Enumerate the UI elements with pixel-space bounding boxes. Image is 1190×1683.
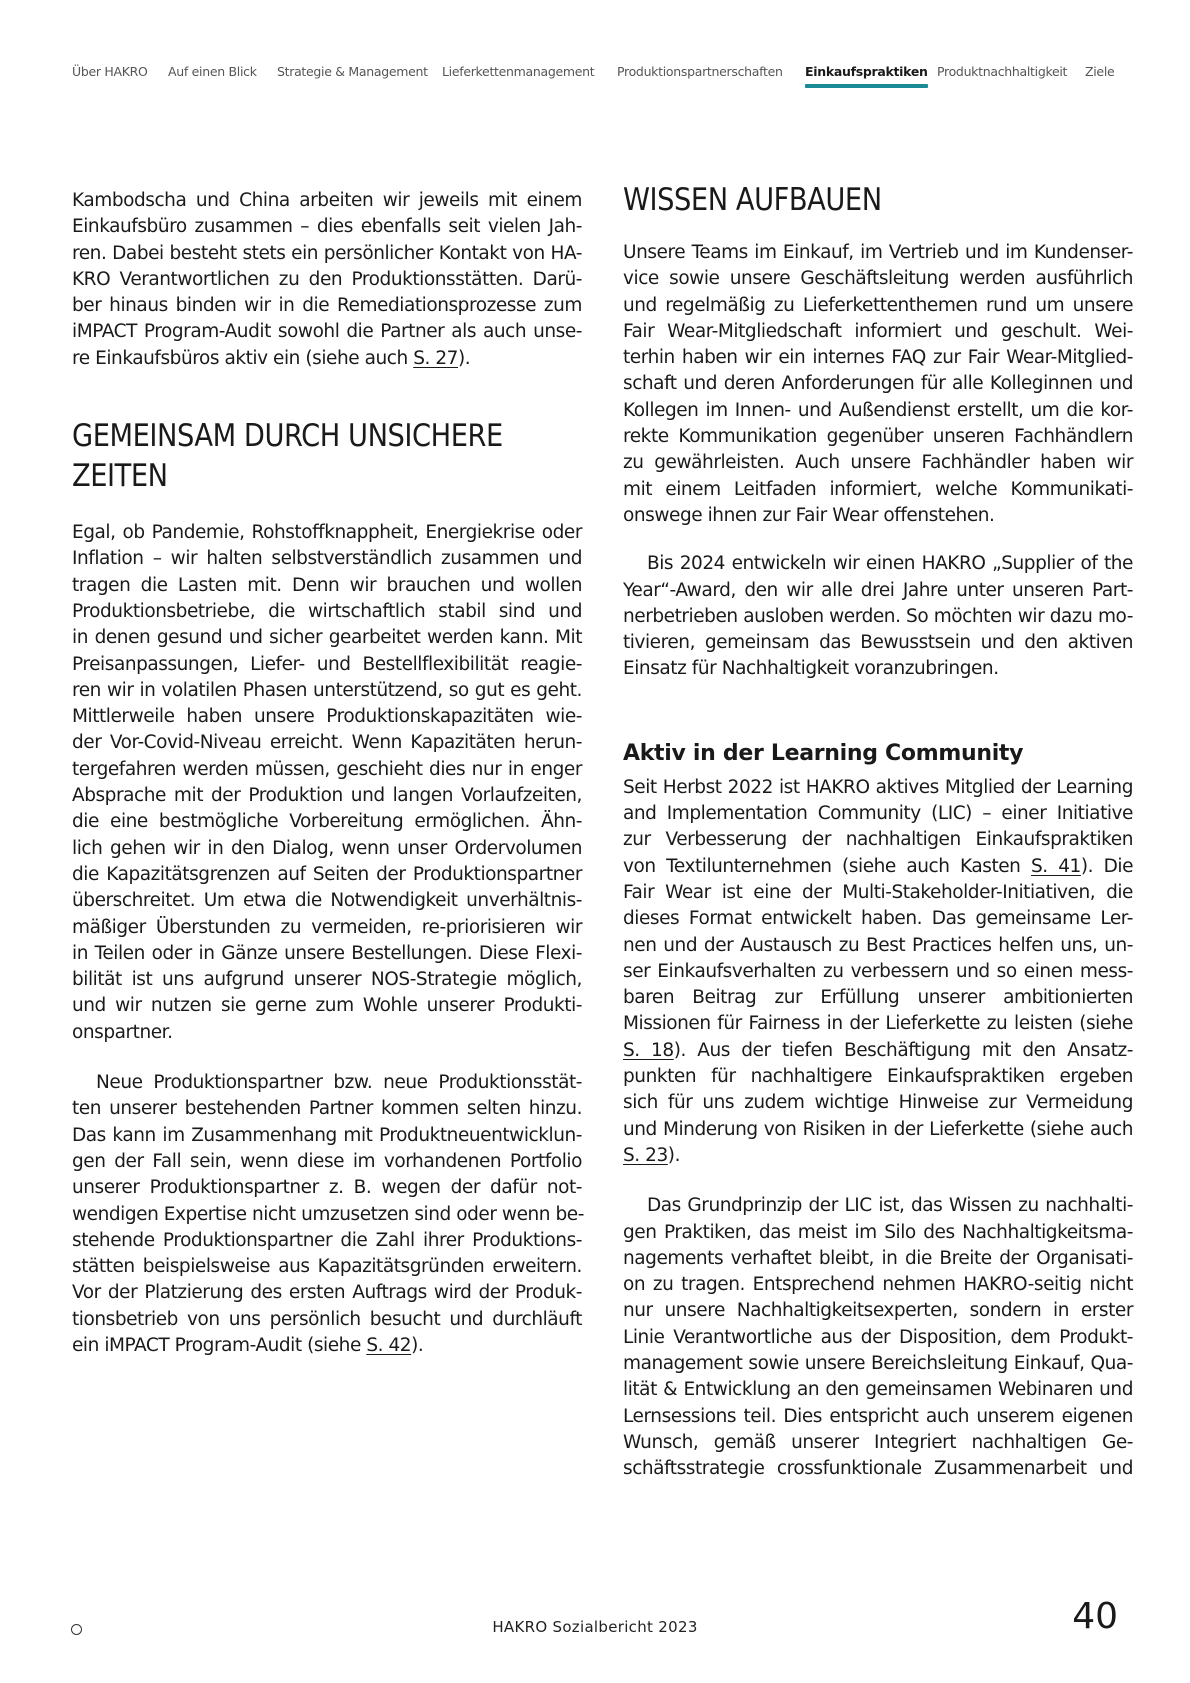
text-line: Kambodscha und China arbeiten wir jeweils mit einem <box>72 190 582 211</box>
text: ). <box>411 1334 424 1356</box>
text-line: on zu tragen. Entsprechend nehmen HAKRO-seitig nicht <box>623 1274 1133 1296</box>
text-line: tergefahren werden müssen, geschieht dies nur in enger <box>72 758 582 780</box>
left-column <box>72 188 582 1359</box>
text-line: Fair Wear-Mitgliedschaft informiert und geschult. Wei- <box>623 320 1133 342</box>
text-line: Bis 2024 entwickeln wir einen HAKRO „Supplier of the <box>647 553 1133 575</box>
page-link-18[interactable]: S. 18 <box>623 1039 674 1061</box>
text-line: ren wir in volatilen Phasen unterstützend, so gut es geht. <box>72 679 582 701</box>
text-line: and Implementation Community (LIC) – einer Initiative <box>623 803 1133 825</box>
nav-item-produktionspartnerschaften[interactable]: Produktionspartnerschaften <box>617 64 783 79</box>
text-line: Absprache mit der Produktion und langen Vorlaufzeiten, <box>72 785 582 807</box>
text-line: nen und der Austausch zu Best Practices helfen uns, un- <box>623 934 1133 956</box>
paragraph-neue-partner <box>72 1070 582 1333</box>
text-line: iMPACT Program-Audit sowohl die Partner als auch unse- <box>72 321 582 343</box>
text-line: die Kapazitätsgrenzen auf Seiten der Produktionspartner <box>72 863 582 885</box>
section-heading-gemeinsam: GEMEINSAM DURCH UNSICHERE <box>72 418 503 455</box>
text: ). <box>667 1144 680 1166</box>
text: ). <box>457 347 471 369</box>
lic-ref41-line <box>623 854 1133 880</box>
text-line: sich für uns zudem wichtige Hinweise zur Vermeidung <box>623 1092 1133 1114</box>
text-line: vice sowie unsere Geschäftsleitung werden ausführlich <box>623 268 1133 290</box>
text: ein iMPACT Program-Audit (siehe <box>72 1334 367 1356</box>
paragraph-teams <box>623 240 1133 529</box>
text-line: mäßiger Überstunden zu vermeiden, re-priorisieren wir <box>72 916 582 938</box>
page-link-27[interactable]: S. 27 <box>413 347 458 369</box>
page-link-23[interactable]: S. 23 <box>623 1144 668 1166</box>
section-heading-gemeinsam-line2: ZEITEN <box>72 458 168 495</box>
text-line: baren Beitrag zur Erfüllung unserer ambitionierten <box>623 987 1133 1009</box>
text-line: zu gewährleisten. Auch unsere Fachhändler haben wir <box>623 452 1133 474</box>
text-line: die eine bestmögliche Vorbereitung ermöglichen. Ähn- <box>72 811 582 833</box>
text-line: Preisanpassungen, Liefer- und Bestellflexibilität reagie- <box>72 653 582 675</box>
text-line: wendigen Expertise nicht umzusetzen sind oder wenn be- <box>72 1203 584 1225</box>
text-line: Lernsessions teil. Dies entspricht auch unserem eigenen <box>623 1405 1133 1427</box>
text-line: schäftsstrategie crossfunktionale Zusammenarbeit und <box>623 1458 1133 1480</box>
nav-item-lieferkettenmanagement[interactable]: Lieferkettenmanagement <box>442 64 595 79</box>
text-line: Inflation – wir halten selbstverständlich zusammen und <box>72 548 582 570</box>
text-line: ber hinaus binden wir in die Remediationsprozesse zum <box>72 295 582 317</box>
text-line: tivieren, gemeinsam das Bewusstsein und den aktiven <box>623 632 1133 654</box>
text-line: zur Verbesserung der nachhaltigen Einkaufspraktiken <box>623 829 1133 851</box>
text-line: Missionen für Fairness in der Lieferkette zu leisten (siehe <box>623 1013 1133 1035</box>
lic-ref23-line <box>623 1143 1133 1169</box>
nav-item-ziele[interactable]: Ziele <box>1085 64 1115 79</box>
text-line: Egal, ob Pandemie, Rohstoffknappheit, Energiekrise oder <box>72 522 582 544</box>
paragraph-lic-cont2 <box>623 1064 1133 1143</box>
text: re Einkaufsbüros aktiv ein (siehe auch <box>72 347 414 369</box>
paragraph-grundprinzip <box>623 1193 1133 1482</box>
intro-last-line <box>72 346 582 372</box>
text-line: ten unserer bestehenden Partner kommen selten hinzu. <box>72 1098 582 1120</box>
text-line: Wunsch, gemäß unserer Integriert nachhaltigen Ge- <box>623 1431 1133 1453</box>
text-line: Vor der Platzierung des ersten Auftrags wird der Produk- <box>72 1282 582 1304</box>
top-navigation <box>72 64 1118 94</box>
text-line: und regelmäßig zu Lieferkettenthemen rund um unsere <box>623 294 1133 316</box>
text-line: ren. Dabei besteht stets ein persönlicher Kontakt von HA- <box>72 242 582 264</box>
text: von Textilunternehmen (siehe auch Kasten <box>623 855 1031 877</box>
text-line: gen Praktiken, das meist im Silo des Nachhaltigkeitsma- <box>623 1221 1133 1243</box>
page-link-41[interactable]: S. 41 <box>1030 855 1081 877</box>
text-line: mit einem Leitfaden informiert, welche Kommunikati- <box>623 478 1133 500</box>
text-line: Neue Produktionspartner bzw. neue Produktionsstät- <box>96 1072 582 1094</box>
text-line: nagements verhaftet bleibt, in die Breite der Organisati- <box>623 1247 1133 1269</box>
text-line: nerbetrieben ausloben werden. So möchten wir dazu mo- <box>623 605 1133 627</box>
text-line: Year“-Award, den wir alle drei Jahre unter unseren Part- <box>623 579 1133 601</box>
text-line: Einkaufsbüro zusammen – dies ebenfalls seit vielen Jah- <box>72 216 582 238</box>
text-line: und Minderung von Risiken in der Lieferkette (siehe auch <box>623 1118 1133 1140</box>
paragraph-lic <box>623 775 1133 854</box>
text-line: tionsbetrieb von uns persönlich besucht und durchläuft <box>72 1308 582 1330</box>
text-line: stehende Produktionspartner die Zahl ihrer Produktions- <box>72 1229 582 1251</box>
text-line: nur unsere Nachhaltigkeitsexperten, sondern in erster <box>623 1300 1133 1322</box>
paragraph-pandemie <box>72 520 582 1046</box>
text-line: Fair Wear ist eine der Multi-Stakeholder-Initiativen, die <box>623 881 1133 903</box>
text-line: onspartner. <box>72 1021 173 1043</box>
text-line: management sowie unsere Bereichsleitung Einkauf, Qua- <box>623 1352 1133 1374</box>
active-tab-underline <box>805 84 928 88</box>
text-line: onswege ihnen zur Fair Wear offenstehen. <box>623 504 995 526</box>
text-line: Das kann im Zusammenhang mit Produktneuentwicklun- <box>72 1124 582 1146</box>
text-line: dieses Format entwickelt haben. Das gemeinsame Ler- <box>623 908 1133 930</box>
text-line: unserer Produktionspartner z. B. wegen der dafür not- <box>72 1177 582 1199</box>
text-line: gen der Fall sein, wenn diese im vorhandenen Portfolio <box>72 1150 582 1172</box>
text-line: und wir nutzen sie gerne zum Wohle unserer Produkti- <box>72 995 582 1017</box>
text-line: schaft und deren Anforderungen für alle Kolleginnen und <box>623 373 1133 395</box>
paragraph-neue-partner-last-line <box>72 1333 582 1359</box>
nav-item-strategie-management[interactable]: Strategie & Management <box>277 64 428 79</box>
text-line: in Teilen oder in Gänze unsere Bestellungen. Diese Flexi- <box>72 942 582 964</box>
paragraph-supplier-award <box>623 551 1133 682</box>
text-line: lich gehen wir in den Dialog, wenn unser Ordervolumen <box>72 837 582 859</box>
text-line: Seit Herbst 2022 ist HAKRO aktives Mitglied der Learning <box>623 776 1133 798</box>
nav-item-produktnachhaltigkeit[interactable]: Produktnachhaltigkeit <box>937 64 1068 79</box>
text: ). Die <box>1080 855 1134 877</box>
text-line: Produktionsbetriebe, die wirtschaftlich stabil sind und <box>72 600 582 622</box>
text-line: KRO Verantwortlichen zu den Produktionsstätten. Darü- <box>72 268 582 290</box>
intro-paragraph <box>72 188 582 346</box>
text-line: Linie Verantwortliche aus der Disposition, dem Produkt- <box>623 1326 1133 1348</box>
subheading-learning-community: Aktiv in der Learning Community <box>623 740 1024 766</box>
paragraph-lic-cont <box>623 880 1133 1038</box>
text-line: ser Einkaufsverhalten zu verbessern und so einen mess- <box>623 960 1133 982</box>
text: ). Aus der tiefen Beschäftigung mit den Ansatz- <box>673 1039 1134 1061</box>
text-line: Das Grundprinzip der LIC ist, das Wissen zu nachhalti- <box>647 1195 1133 1217</box>
lic-ref18-line <box>623 1038 1133 1064</box>
text-line: rekte Kommunikation gegenüber unseren Fachhändlern <box>623 426 1133 448</box>
text-line: punkten für nachhaltigere Einkaufspraktiken ergeben <box>623 1066 1133 1088</box>
text-line: terhin haben wir ein internes FAQ zur Fair Wear-Mitglied- <box>623 347 1133 369</box>
text-line: Einsatz für Nachhaltigkeit voranzubringen. <box>623 658 999 680</box>
text-line: stätten beispielsweise aus Kapazitätsgründen erweitern. <box>72 1256 582 1278</box>
text-line: der Vor-Covid-Niveau erreicht. Wenn Kapazitäten herun- <box>72 732 582 754</box>
section-heading-wissen: WISSEN AUFBAUEN <box>623 182 882 218</box>
text-line: Mittlerweile haben unsere Produktionskapazitäten wie- <box>72 706 582 728</box>
nav-item-über-hakro[interactable]: Über HAKRO <box>72 64 148 79</box>
text-line: überschreitet. Um etwa die Notwendigkeit unverhältnis- <box>72 890 582 912</box>
page-number: 40 <box>1072 1596 1118 1637</box>
text-line: Kollegen im Innen- und Außendienst erstellt, um die kor- <box>623 399 1133 421</box>
nav-item-auf-einen-blick[interactable]: Auf einen Blick <box>168 64 257 79</box>
right-column <box>623 180 1133 1482</box>
nav-item-einkaufspraktiken[interactable]: Einkaufspraktiken <box>805 64 928 79</box>
footer-title: HAKRO Sozialbericht 2023 <box>492 1618 698 1636</box>
text-line: tragen die Lasten mit. Denn wir brauchen und wollen <box>72 574 582 596</box>
text-line: in denen gesund und sicher gearbeitet werden kann. Mit <box>72 627 582 649</box>
page-link-42[interactable]: S. 42 <box>366 1334 412 1356</box>
text-line: lität & Entwicklung an den gemeinsamen Webinaren und <box>623 1379 1133 1401</box>
text-line: bilität ist uns aufgrund unserer NOS-Strategie möglich, <box>72 969 582 991</box>
text-line: Unsere Teams im Einkauf, im Vertrieb und im Kundenser- <box>623 242 1133 263</box>
